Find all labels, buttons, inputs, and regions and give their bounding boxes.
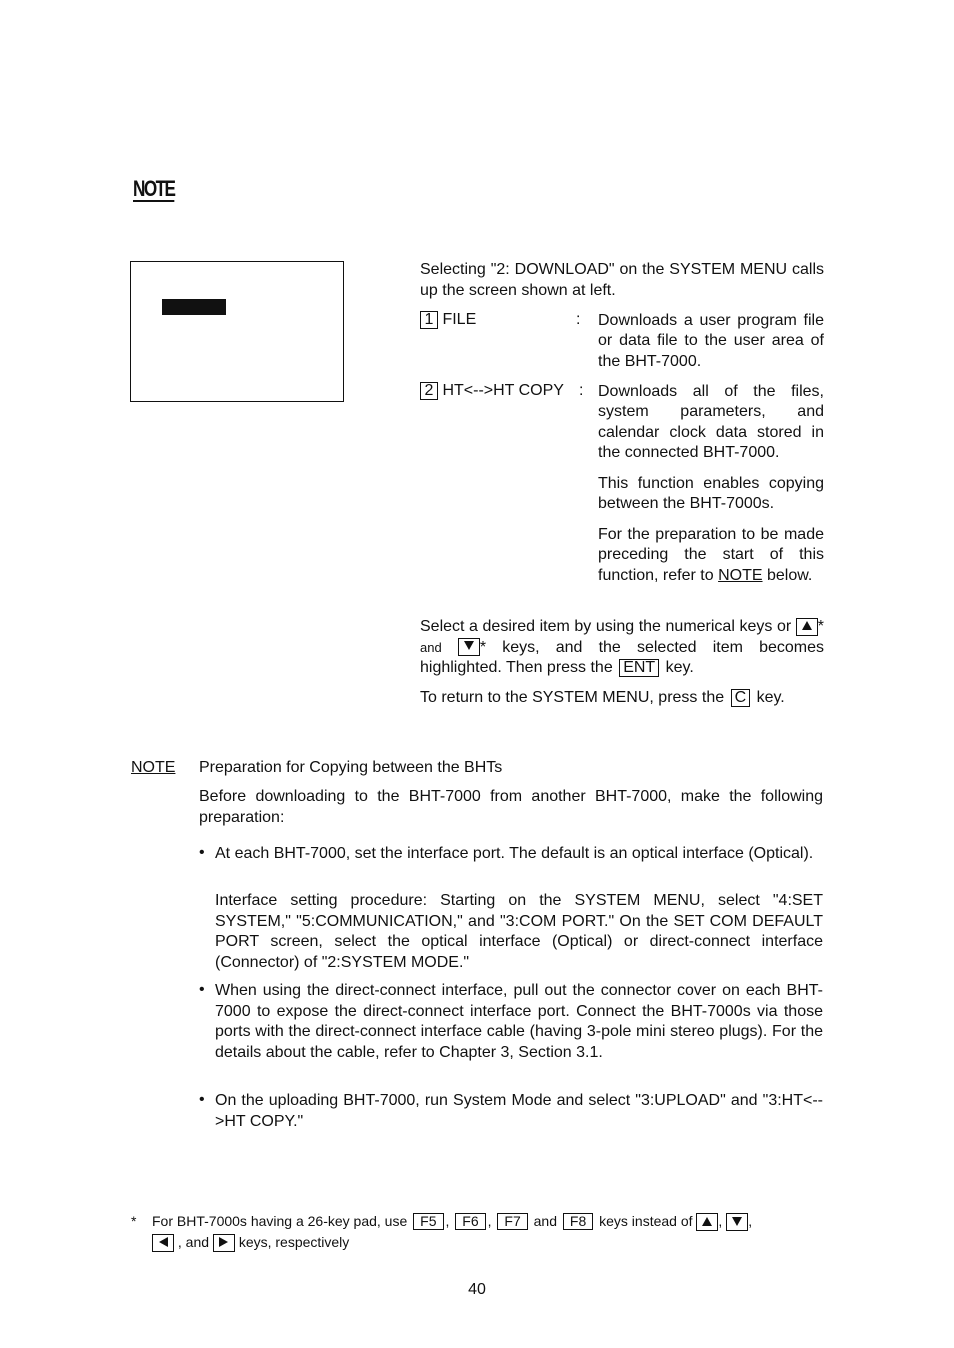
footnote-text-a: For BHT-7000s having a 26-key pad, use bbox=[152, 1213, 408, 1229]
right-arrow-key-icon bbox=[213, 1234, 235, 1252]
item-preparation-note bbox=[598, 525, 824, 586]
item-description: Downloads a user program file or data file to the user area of the BHT-7000. bbox=[598, 312, 824, 370]
f5-key: F5 bbox=[413, 1213, 443, 1230]
and-text-2: , and bbox=[177, 1234, 210, 1250]
return-text-b: key. bbox=[756, 689, 785, 706]
separator-colon: : bbox=[576, 311, 581, 328]
item-description: Downloads all of the files, system parameters, and calendar clock data stored in the connected BHT-7000. bbox=[598, 383, 824, 461]
bullet-text: On the uploading BHT-7000, run System Mode and select "3:UPLOAD" and "3:HT<-->HT COPY." bbox=[215, 1092, 823, 1130]
ent-key: ENT bbox=[619, 659, 659, 677]
note-label: NOTE bbox=[131, 759, 176, 776]
separator-colon: : bbox=[579, 382, 584, 399]
intro-paragraph: Selecting "2: DOWNLOAD" on the SYSTEM MENU calls up the screen shown at left. bbox=[420, 261, 824, 299]
return-instruction bbox=[420, 688, 824, 709]
comma: , bbox=[718, 1213, 723, 1229]
item-label bbox=[420, 382, 564, 400]
return-text-a: To return to the SYSTEM MENU, press the bbox=[420, 689, 725, 706]
footnote-text-c: keys, respectively bbox=[238, 1234, 350, 1250]
select-text-b: * keys, and the selected item becomes highlighted. Then press the bbox=[420, 638, 824, 676]
prep-text: For the preparation to be made preceding the start of this function, refer to bbox=[598, 526, 824, 584]
bullet-dot: • bbox=[199, 981, 205, 998]
item-label bbox=[420, 311, 476, 329]
note-intro: Before downloading to the BHT-7000 from another BHT-7000, make the following preparation: bbox=[199, 788, 823, 826]
asterisk: * bbox=[817, 618, 825, 635]
menu-item-ht-copy bbox=[420, 382, 824, 612]
and-text: and bbox=[533, 1213, 557, 1229]
note-title: Preparation for Copying between the BHTs bbox=[199, 759, 503, 776]
note-logo: NOTE bbox=[133, 176, 175, 201]
f6-key: F6 bbox=[455, 1213, 485, 1230]
footnote-mark: * bbox=[131, 1213, 137, 1229]
and-text: and bbox=[420, 639, 442, 655]
highlighted-menu-bar bbox=[162, 299, 226, 315]
up-arrow-key-icon bbox=[696, 1213, 718, 1231]
down-arrow-key-icon bbox=[726, 1213, 748, 1231]
footnote-text bbox=[152, 1211, 824, 1253]
menu-item-file bbox=[420, 311, 824, 375]
item-label-text: FILE bbox=[442, 311, 477, 328]
key-1: 1 bbox=[420, 311, 438, 329]
item-description-2: This function enables copying between the BHT-7000s. bbox=[598, 475, 824, 513]
select-text-c: key. bbox=[665, 659, 694, 676]
bullet-text: When using the direct-connect interface, pull out the connector cover on each BHT-7000 to expose the direct-connect interface port. Connect the BHT-7000s via those ports with the direct-connect interface cable (having 3-pole mini stereo plugs). For the details about the cable, refer to Chapter 3, Section 3.1. bbox=[215, 982, 823, 1061]
up-arrow-key-icon bbox=[796, 618, 818, 636]
bullet-text: At each BHT-7000, set the interface port. The default is an optical interface (Optical). bbox=[215, 845, 814, 862]
lcd-screen-illustration bbox=[130, 261, 344, 402]
comma: , bbox=[487, 1213, 492, 1229]
key-2: 2 bbox=[420, 382, 438, 400]
select-text-a: Select a desired item by using the numerical keys or bbox=[420, 618, 792, 635]
item-label-text: HT<-->HT COPY bbox=[442, 382, 564, 399]
footnote-text-b: keys instead of bbox=[599, 1213, 693, 1229]
comma: , bbox=[748, 1213, 753, 1229]
left-arrow-key-icon bbox=[152, 1234, 174, 1252]
f8-key: F8 bbox=[563, 1213, 593, 1230]
c-key: C bbox=[731, 689, 751, 707]
page-number: 40 bbox=[468, 1281, 486, 1298]
bullet-text: Interface setting procedure: Starting on the SYSTEM MENU, select "4:SET SYSTEM," "5:COMMUNICATION," and "3:COM PORT." On the SET COM DEFAULT PORT screen, select the optical interface (Optical) or direct-connect interface (Connector) of "2:SYSTEM MODE." bbox=[215, 892, 823, 971]
comma: , bbox=[445, 1213, 450, 1229]
bullet-dot: • bbox=[199, 844, 205, 861]
prep-text-end: below. bbox=[766, 566, 813, 584]
note-reference-link[interactable]: NOTE bbox=[718, 566, 763, 584]
select-instruction bbox=[420, 617, 824, 679]
down-arrow-key-icon bbox=[458, 638, 480, 656]
f7-key: F7 bbox=[497, 1213, 527, 1230]
bullet-dot: • bbox=[199, 1091, 205, 1108]
